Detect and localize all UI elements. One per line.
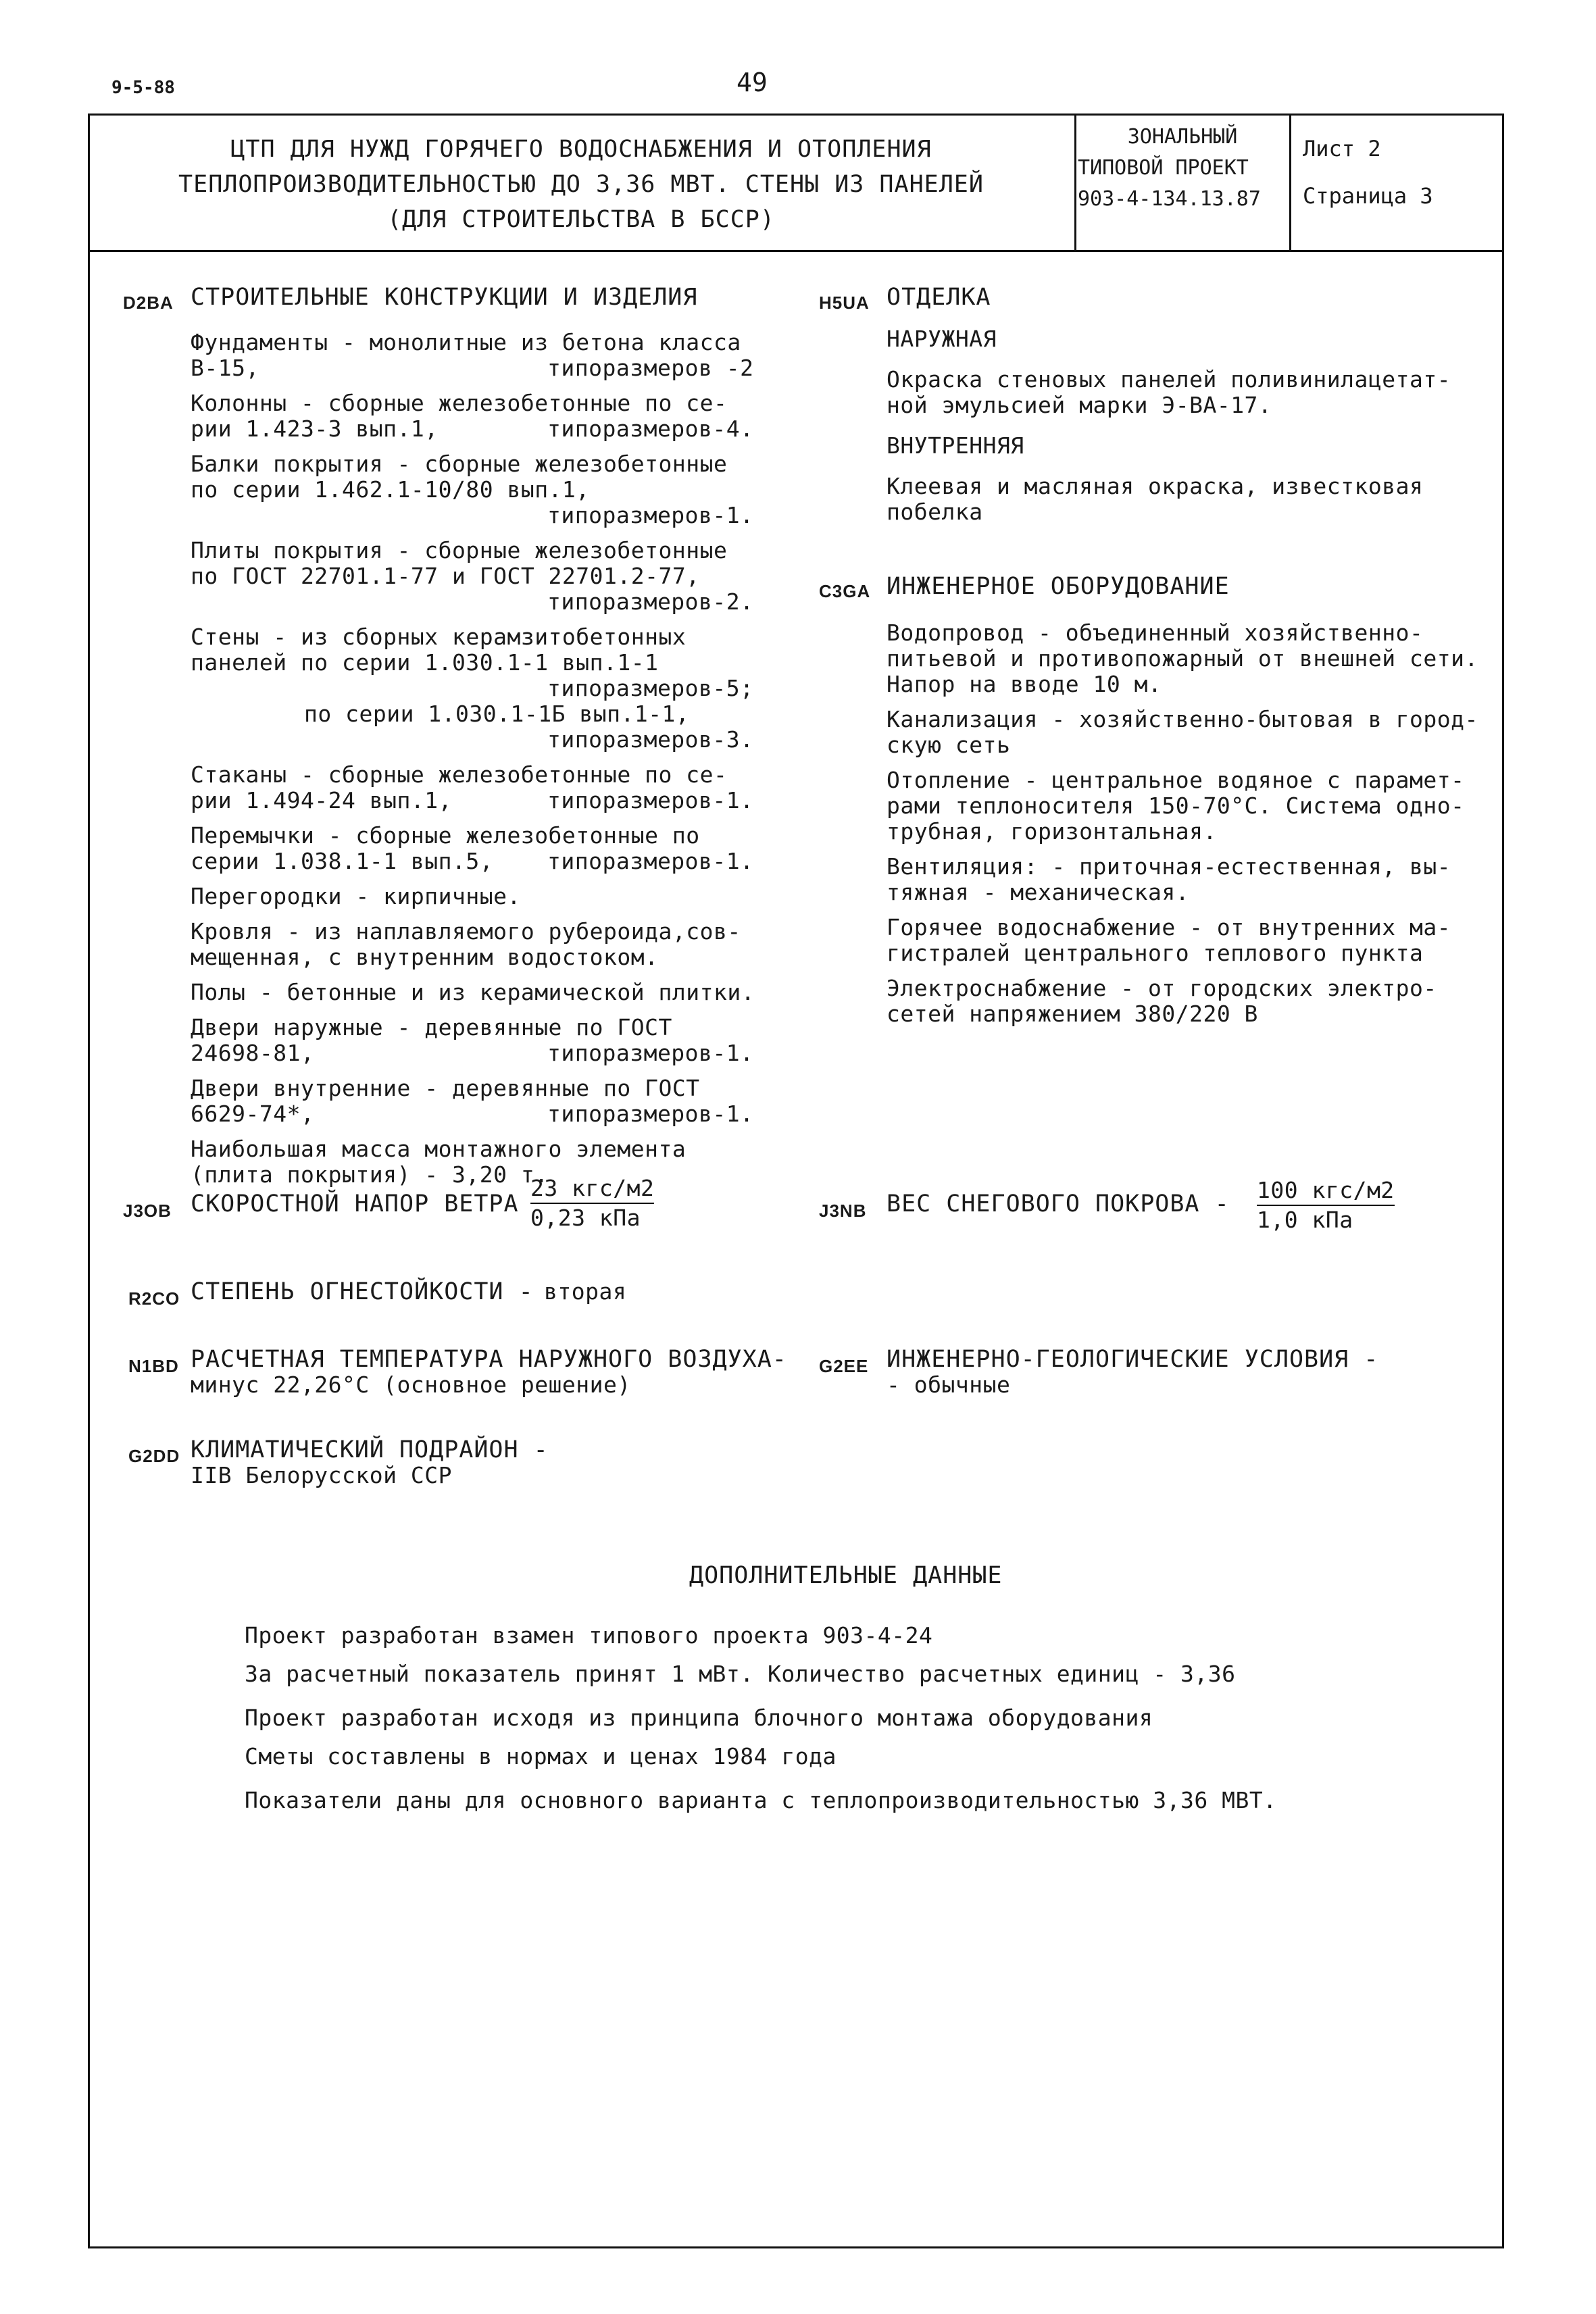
list-item: Кровля - из наплавляемого рубероида,сов- мещенная, с внутренним водостоком.	[191, 918, 741, 970]
list-item: Показатели даны для основного варианта с теплопроизводительностью 3,36 МВТ.	[245, 1787, 1277, 1813]
header-divider-right	[1289, 114, 1291, 252]
snow-value-kpa: 1,0 кПа	[1257, 1207, 1353, 1233]
construction-list	[191, 330, 772, 1197]
engineering-title: ИНЖЕНЕРНОЕ ОБОРУДОВАНИЕ	[887, 573, 1230, 600]
document-title	[95, 132, 1068, 237]
list-item: Проект разработан исходя из принципа блочного монтажа оборудования	[245, 1705, 1153, 1731]
project-type: ТИПОВОЙ ПРОЕКТ	[1078, 156, 1249, 180]
geology-block: ИНЖЕНЕРНО-ГЕОЛОГИЧЕСКИЕ УСЛОВИЯ - - обычные	[887, 1346, 1379, 1398]
fire-code: R2CO	[128, 1288, 180, 1309]
header-divider	[88, 250, 1504, 252]
page-label: Страница 3	[1303, 183, 1433, 209]
finish-outer-title: НАРУЖНАЯ	[887, 326, 997, 352]
list-item: Отопление - центральное водяное с парамет- рами теплоносителя 150-70°С. Система одно- трубная, горизонтальная.	[887, 767, 1465, 845]
list-item: Горячее водоснабжение - от внутренних ма- гистралей центрального теплового пункта	[887, 914, 1451, 966]
snow-code: J3NB	[819, 1201, 867, 1221]
list-item: Перемычки - сборные железобетонные по серии 1.038.1-1 вып.5, типоразмеров-1.	[191, 822, 754, 874]
wind-value	[530, 1176, 654, 1231]
wind-label: СКОРОСТНОЙ НАПОР ВЕТРА	[191, 1190, 519, 1217]
list-item: Колонны - сборные железобетонные по се- рии 1.423-3 вып.1, типоразмеров-4.	[191, 390, 754, 442]
title-line-2: ТЕПЛОПРОИЗВОДИТЕЛЬНОСТЬЮ ДО 3,36 МВТ. СТЕНЫ ИЗ ПАНЕЛЕЙ	[178, 171, 984, 198]
temperature-block: РАСЧЕТНАЯ ТЕМПЕРАТУРА НАРУЖНОГО ВОЗДУХА- минус 22,26°С (основное решение)	[191, 1346, 787, 1398]
fire-label: СТЕПЕНЬ ОГНЕСТОЙКОСТИ -	[191, 1278, 534, 1305]
list-item: Перегородки - кирпичные.	[191, 883, 521, 909]
list-item: За расчетный показатель принят 1 мВт. Количество расчетных единиц - 3,36	[245, 1661, 1236, 1687]
wind-value-kgf: 23 кгс/м2	[530, 1176, 654, 1204]
title-line-1: ЦТП ДЛЯ НУЖД ГОРЯЧЕГО ВОДОСНАБЖЕНИЯ И ОТОПЛЕНИЯ	[230, 136, 932, 163]
finish-title: ОТДЕЛКА	[887, 284, 991, 311]
engineering-code: C3GA	[819, 581, 871, 601]
engineering-list	[887, 620, 1495, 1036]
doc-mark: 9-5-88	[111, 78, 175, 98]
geology-code: G2EE	[819, 1356, 869, 1376]
list-item: Балки покрытия - сборные железобетонные по серии 1.462.1-10/80 вып.1, типоразмеров-1.	[191, 451, 754, 528]
climate-code: G2DD	[128, 1446, 180, 1466]
snow-value-kgf: 100 кгс/м2	[1257, 1178, 1395, 1206]
list-item: Стены - из сборных керамзитобетонных панелей по серии 1.030.1-1 вып.1-1 типоразмеров-5; по серии 1.030.1-1Б вып.1-1, типоразмеров-3.	[191, 624, 754, 753]
list-item: Водопровод - объединенный хозяйственно- питьевой и противопожарный от внешней сети. Напор на вводе 10 м.	[887, 620, 1478, 697]
page-number: 49	[737, 68, 768, 97]
project-zone: ЗОНАЛЬНЫЙ	[1127, 125, 1238, 149]
wind-value-kpa: 0,23 кПа	[530, 1205, 641, 1231]
construction-title: СТРОИТЕЛЬНЫЕ КОНСТРУКЦИИ И ИЗДЕЛИЯ	[191, 284, 698, 311]
climate-block: КЛИМАТИЧЕСКИЙ ПОДРАЙОН - IIВ Белорусской ССР	[191, 1436, 549, 1488]
title-line-3: (ДЛЯ СТРОИТЕЛЬСТВА В БССР)	[387, 206, 775, 233]
list-item: Двери наружные - деревянные по ГОСТ 24698-81, типоразмеров-1.	[191, 1014, 754, 1066]
list-item: Проект разработан взамен типового проекта 903-4-24	[245, 1622, 933, 1649]
list-item: Электроснабжение - от городских электро- сетей напряжением 380/220 В	[887, 975, 1437, 1027]
sheet-label: Лист 2	[1303, 136, 1381, 161]
finish-body: НАРУЖНАЯ Окраска стеновых панелей поливинилацетат- ной эмульсией марки Э-ВА-17. ВНУТРЕННЯЯ Клеевая и масляная окраска, известковая побелка	[887, 326, 1495, 525]
list-item: Вентиляция: - приточная-естественная, вы- тяжная - механическая.	[887, 853, 1451, 905]
list-item: Сметы составлены в нормах и ценах 1984 года	[245, 1743, 837, 1769]
project-code: 903-4-134.13.87	[1078, 187, 1261, 211]
header-divider-left	[1074, 114, 1076, 252]
construction-code: D2BA	[123, 293, 174, 313]
list-item: Канализация - хозяйственно-бытовая в город- скую сеть	[887, 706, 1478, 758]
list-item: Плиты покрытия - сборные железобетонные по ГОСТ 22701.1-77 и ГОСТ 22701.2-77, типоразмеров-2.	[191, 537, 754, 615]
list-item: Полы - бетонные и из керамической плитки.	[191, 979, 755, 1005]
additional-title: ДОПОЛНИТЕЛЬНЫЕ ДАННЫЕ	[689, 1562, 1003, 1589]
fire-value: вторая	[544, 1278, 627, 1305]
list-item: Двери внутренние - деревянные по ГОСТ 6629-74*, типоразмеров-1.	[191, 1075, 754, 1127]
list-item: Стаканы - сборные железобетонные по се- рии 1.494-24 вып.1, типоразмеров-1.	[191, 761, 754, 813]
list-item: Наибольшая масса монтажного элемента (плита покрытия) - 3,20 т.	[191, 1136, 687, 1188]
finish-code: H5UA	[819, 293, 870, 313]
snow-value	[1257, 1178, 1395, 1233]
snow-label: ВЕС СНЕГОВОГО ПОКРОВА -	[887, 1190, 1230, 1217]
list-item: Фундаменты - монолитные из бетона класса В-15, типоразмеров -2	[191, 329, 754, 381]
sheet-info	[1303, 125, 1433, 220]
finish-inner-title: ВНУТРЕННЯЯ	[887, 432, 1024, 459]
wind-code: J3OB	[123, 1201, 172, 1221]
project-info	[1078, 122, 1287, 215]
temperature-code: N1BD	[128, 1356, 179, 1376]
additional-list	[245, 1616, 1474, 1819]
